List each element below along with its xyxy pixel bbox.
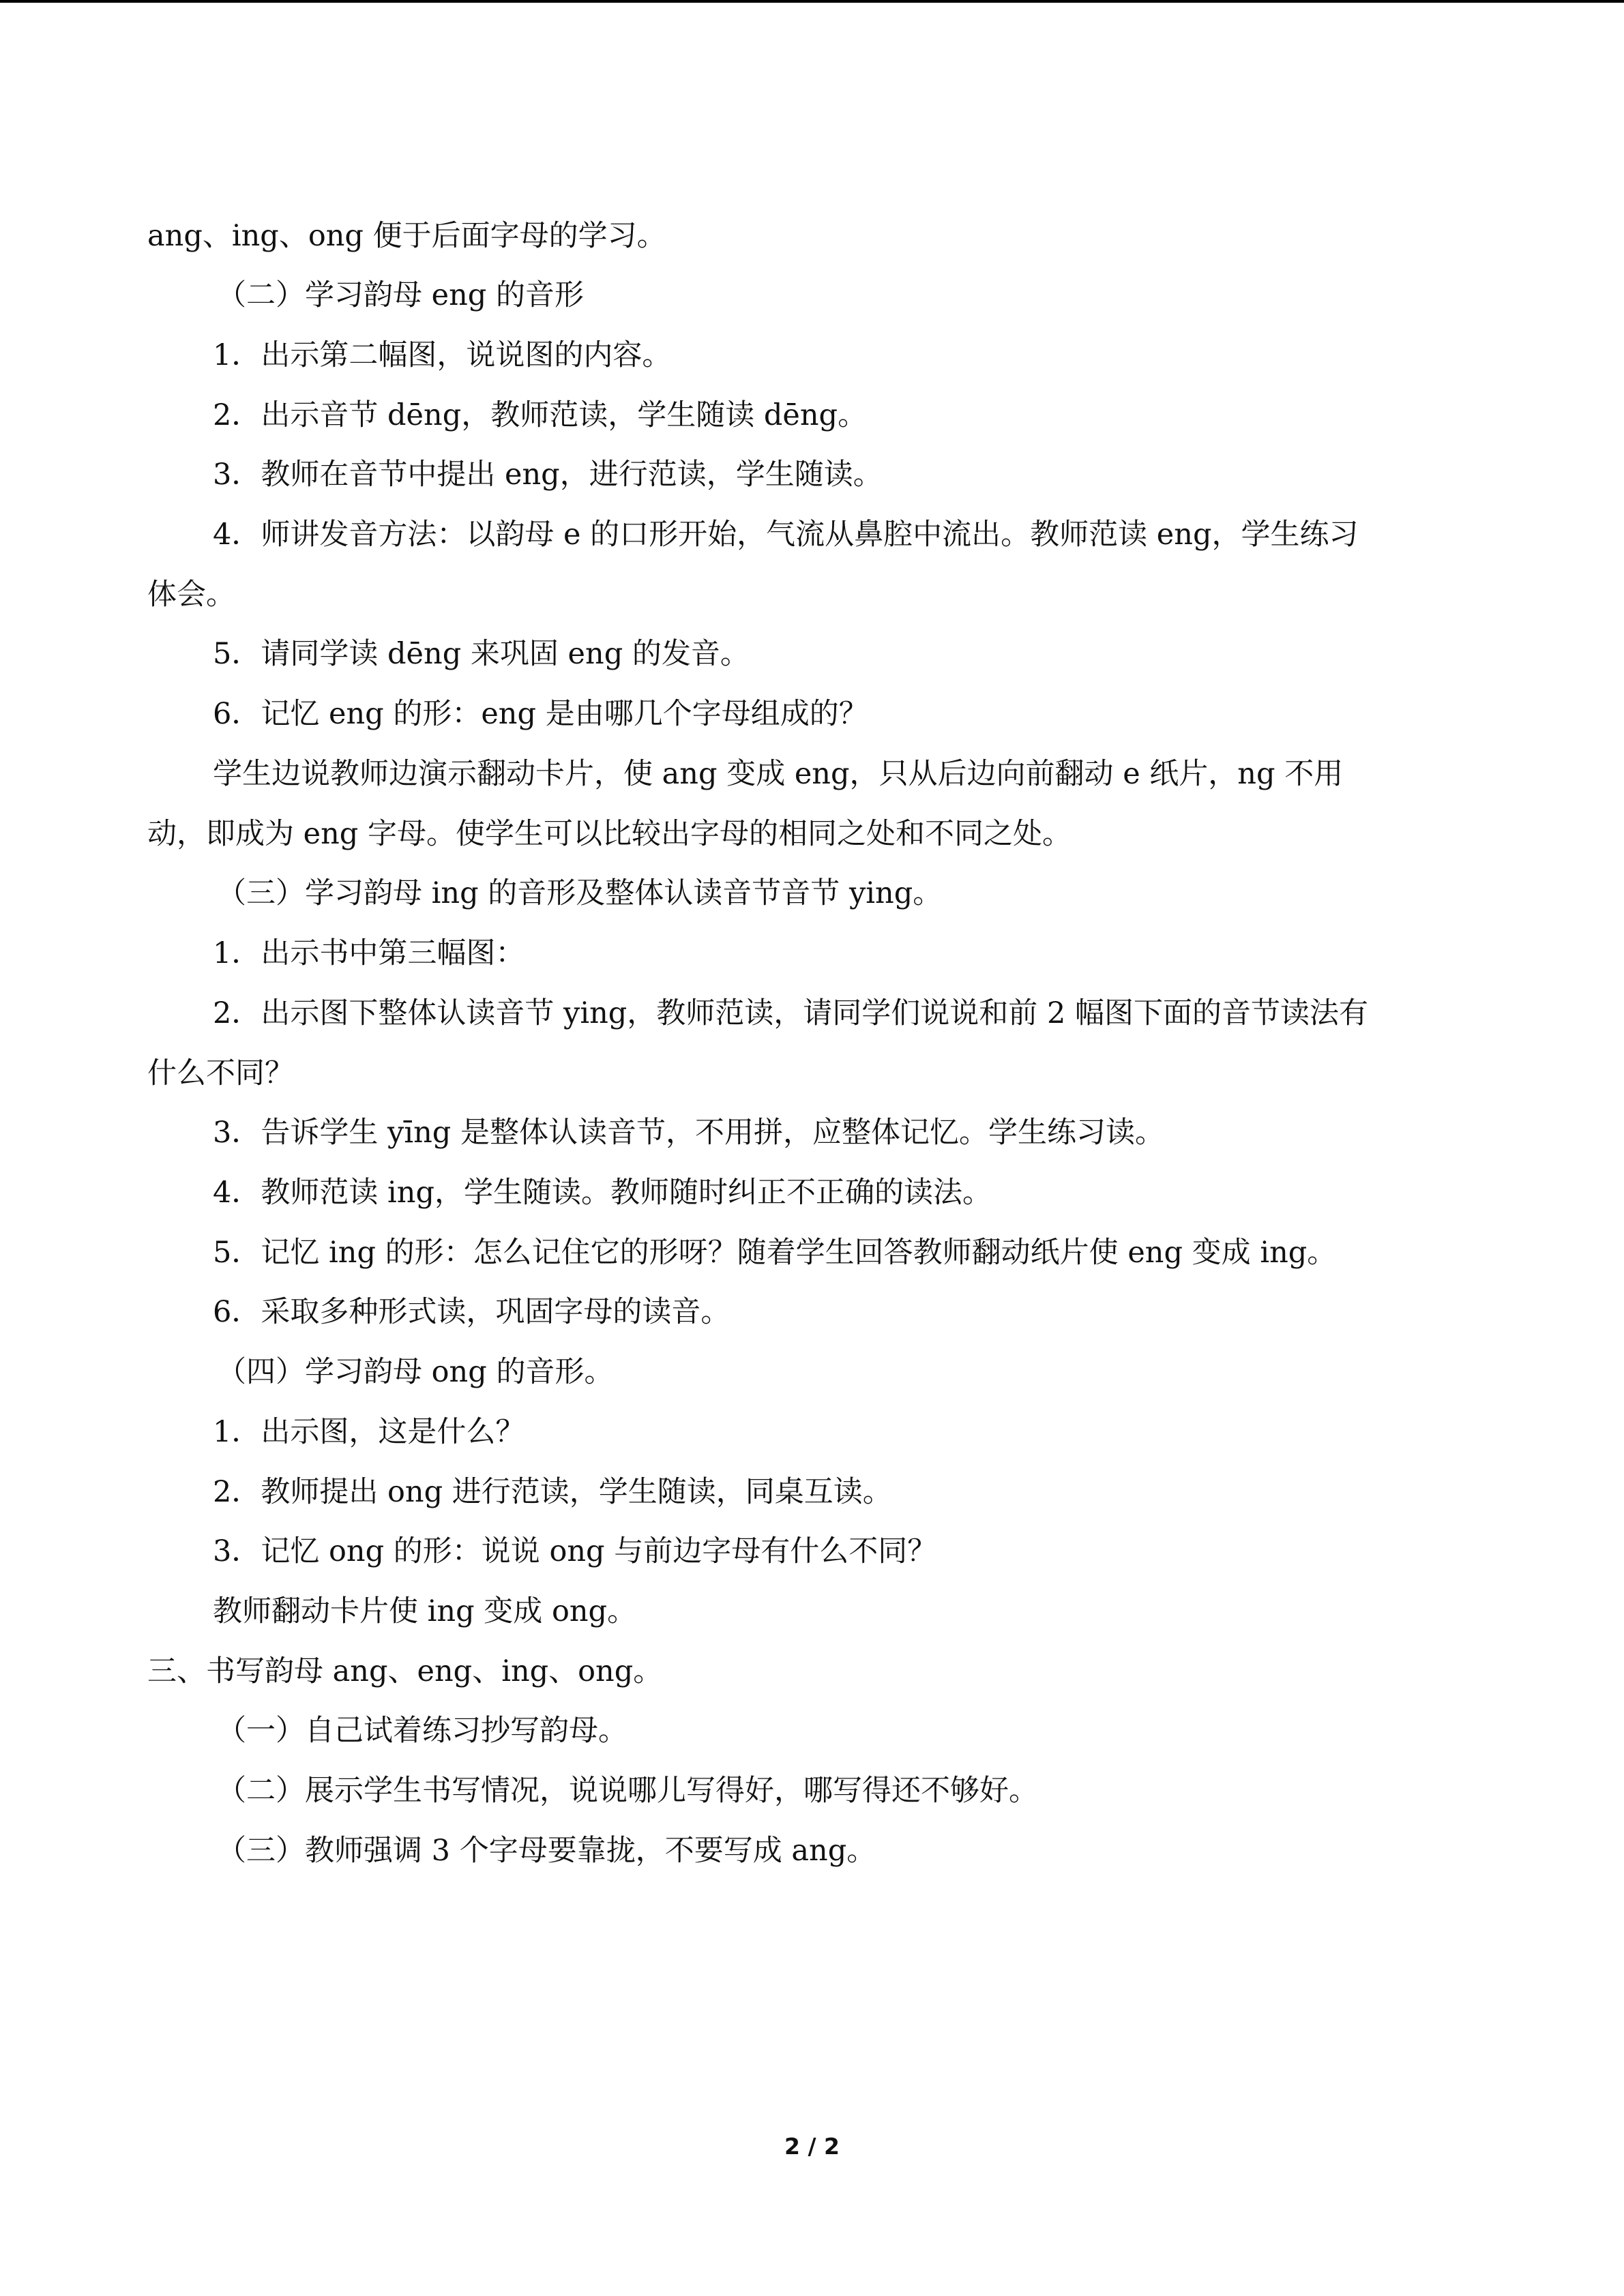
section-heading: （二）学习韵母 eng 的音形 (217, 278, 585, 312)
list-item: 2．出示音节 dēng，教师范读，学生随读 dēng。 (213, 398, 868, 432)
text-line: ang、ing、ong 便于后面字母的学习。 (147, 219, 666, 253)
list-item: 4．师讲发音方法：以韵母 e 的口形开始，气流从鼻腔中流出。教师范读 eng，学生练习 (213, 518, 1359, 552)
text-line: 学生边说教师边演示翻动卡片，使 ang 变成 eng，只从后边向前翻动 e 纸片，ng 不用 (213, 757, 1344, 791)
list-item: 3．记忆 ong 的形：说说 ong 与前边字母有什么不同？ (213, 1534, 937, 1568)
list-item: 2．出示图下整体认读音节 ying，教师范读，请同学们说说和前 2 幅图下面的音节读法有 (213, 996, 1368, 1030)
list-item: 6．采取多种形式读，巩固字母的读音。 (213, 1295, 730, 1329)
list-item: 4．教师范读 ing，学生随读。教师随时纠正不正确的读法。 (213, 1176, 992, 1210)
list-item: 6．记忆 eng 的形：eng 是由哪几个字母组成的？ (213, 697, 868, 731)
section-heading: （一）自己试着练习抄写韵母。 (217, 1714, 628, 1748)
list-item: 5．请同学读 dēng 来巩固 eng 的发音。 (213, 637, 750, 671)
list-item: 1．出示图，这是什么？ (213, 1415, 525, 1449)
section-heading: （三）教师强调 3 个字母要靠拢，不要写成 ang。 (217, 1834, 876, 1868)
text-line: 动，即成为 eng 字母。使学生可以比较出字母的相同之处和不同之处。 (147, 817, 1072, 851)
list-item: 1．出示第二幅图，说说图的内容。 (213, 338, 672, 372)
text-line: 体会。 (147, 578, 235, 612)
main-heading: 三、书写韵母 ang、eng、ing、ong。 (147, 1654, 663, 1688)
section-heading: （三）学习韵母 ing 的音形及整体认读音节音节 ying。 (217, 876, 943, 910)
list-item: 5．记忆 ing 的形：怎么记住它的形呀？随着学生回答教师翻动纸片使 eng 变成 ing。 (213, 1236, 1337, 1270)
list-item: 1．出示书中第三幅图： (213, 936, 525, 970)
list-item: 2．教师提出 ong 进行范读，学生随读，同桌互读。 (213, 1475, 892, 1509)
list-item: 3．告诉学生 yīng 是整体认读音节，不用拼，应整体记忆。学生练习读。 (213, 1116, 1164, 1150)
text-line: 什么不同？ (147, 1056, 294, 1090)
page-number: 2 / 2 (784, 2133, 840, 2160)
list-item: 3．教师在音节中提出 eng，进行范读，学生随读。 (213, 458, 883, 492)
section-heading: （四）学习韵母 ong 的音形。 (217, 1355, 614, 1389)
text-line: 教师翻动卡片使 ing 变成 ong。 (213, 1594, 637, 1628)
section-heading: （二）展示学生书写情况，说说哪儿写得好，哪写得还不够好。 (217, 1774, 1038, 1808)
